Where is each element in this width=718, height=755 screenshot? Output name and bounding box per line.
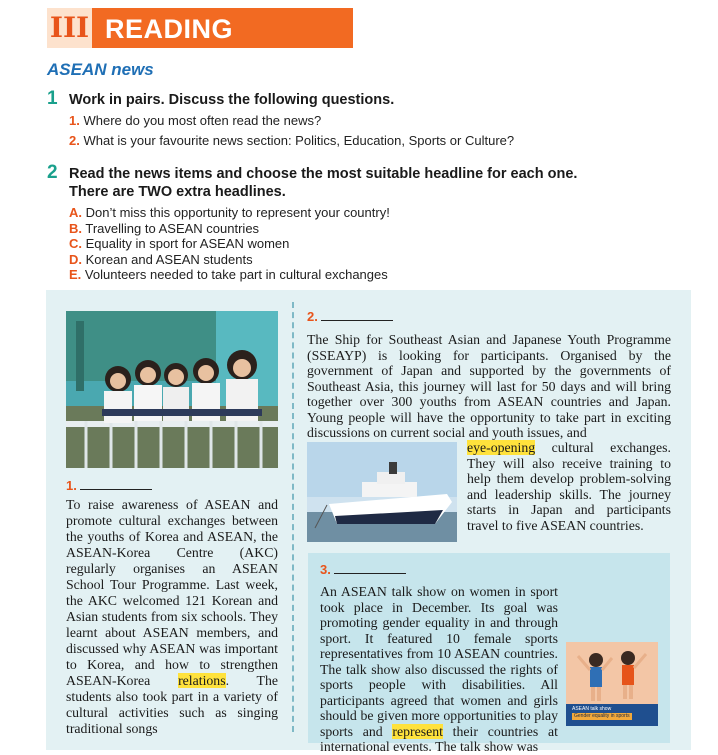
- headline-text: Volunteers needed to take part in cultural exchanges: [84, 267, 388, 282]
- answer-blank[interactable]: [80, 479, 152, 490]
- section-banner: [47, 8, 353, 48]
- article-1-text: [66, 497, 278, 737]
- section-roman-numeral: III: [47, 8, 92, 48]
- question-text: Where do you most often read the news?: [83, 113, 322, 128]
- question-number: 1.: [69, 113, 80, 128]
- section-title: READING: [105, 14, 234, 44]
- highlighted-word: represent: [392, 723, 443, 739]
- article-number-text: 1.: [66, 478, 77, 493]
- article-3-body-end: their countries at international events. The talk show was: [320, 723, 558, 754]
- article-3-body: An ASEAN talk show on women in sport took place in December. Its goal was promoting gender equality in and through sport. It featured 10 female sports representatives from 10 ASEAN countries. The talk show also discussed the rights of sports people with disabilities. All participants agreed that women and girls should be given more opportunities to play sports and: [320, 584, 558, 739]
- task-2-instruction: [69, 165, 577, 201]
- task-2-instruction-line: Read the news items and choose the most suitable headline for each one.: [69, 166, 578, 182]
- headline-letter: B.: [69, 221, 82, 236]
- article-3-text: [320, 584, 658, 755]
- headline-option: [69, 252, 253, 267]
- headline-letter: E.: [69, 267, 82, 282]
- highlighted-word: eye-opening: [467, 440, 536, 455]
- question-text: What is your favourite news section: Politics, Education, Sports or Culture?: [83, 133, 515, 148]
- talk-show-poster: [566, 642, 658, 726]
- headline-option: [69, 221, 259, 236]
- task-1-question: [69, 133, 514, 148]
- column-divider: [292, 302, 295, 732]
- poster-title: ASEAN talk show: [572, 706, 612, 712]
- task-2-instruction-line: There are TWO extra headlines.: [69, 184, 286, 200]
- article-2-body-end: cultural exchanges. They will also receive training to help them develop problem-solving and leadership skills. The journey starts in Japan and participants travel to five ASEAN countries.: [467, 440, 671, 533]
- ship-photo: [307, 442, 457, 542]
- article-1-body: To raise awareness of ASEAN and promote cultural exchanges between the youths of Korea and ASEAN, the ASEAN-Korea Centre (AKC) regularly organises an ASEAN School Tour Programme. Last week, the AKC welcomed 121 Korean and Asian students from six schools. They learnt about ASEAN members, and discussed why ASEAN was important to Korea, and how to strengthen ASEAN-Korea: [66, 497, 278, 688]
- headline-option: [69, 267, 388, 282]
- article-2-number: [307, 309, 393, 324]
- article-1-number: [66, 478, 152, 493]
- lesson-subtitle: ASEAN news: [47, 60, 154, 79]
- article-number-text: 2.: [307, 309, 318, 324]
- poster-subtitle: Gender equality in sports: [574, 713, 630, 719]
- highlighted-word: relations: [178, 673, 226, 688]
- answer-blank[interactable]: [334, 563, 406, 574]
- question-number: 2.: [69, 133, 80, 148]
- task-1-question: [69, 113, 321, 128]
- article-2-text-continued: [467, 440, 671, 533]
- task-1-number: 1: [47, 88, 58, 109]
- headline-text: Equality in sport for ASEAN women: [85, 236, 290, 251]
- headline-letter: A.: [69, 205, 82, 220]
- headline-text: Don’t miss this opportunity to represent your country!: [85, 205, 390, 220]
- headline-letter: C.: [69, 236, 82, 251]
- task-2-number: 2: [47, 162, 58, 183]
- article-3-number: [320, 562, 406, 577]
- headline-letter: D.: [69, 252, 82, 267]
- task-1-instruction: Work in pairs. Discuss the following questions.: [69, 92, 395, 108]
- headline-option: [69, 205, 390, 220]
- article-1-body-end: . The students also took part in a variety of cultural activities such as singing traditional songs: [66, 673, 278, 736]
- article-2-text: [307, 332, 671, 441]
- article-2-body: The Ship for Southeast Asian and Japanese Youth Programme (SSEAYP) is looking for participants. Organised by the government of Japan and supported by the governments of Southeast Asia, this journey will last for 50 days and will bring together over 300 youths from ASEAN countries and Japan. Young people will have the opportunity to take part in exciting discussions on current social and youth issues, and: [307, 332, 671, 440]
- article-number-text: 3.: [320, 562, 331, 577]
- headline-text: Korean and ASEAN students: [85, 252, 253, 267]
- students-photo: [66, 311, 278, 468]
- answer-blank[interactable]: [321, 310, 393, 321]
- headline-text: Travelling to ASEAN countries: [85, 221, 260, 236]
- headline-option: [69, 236, 289, 251]
